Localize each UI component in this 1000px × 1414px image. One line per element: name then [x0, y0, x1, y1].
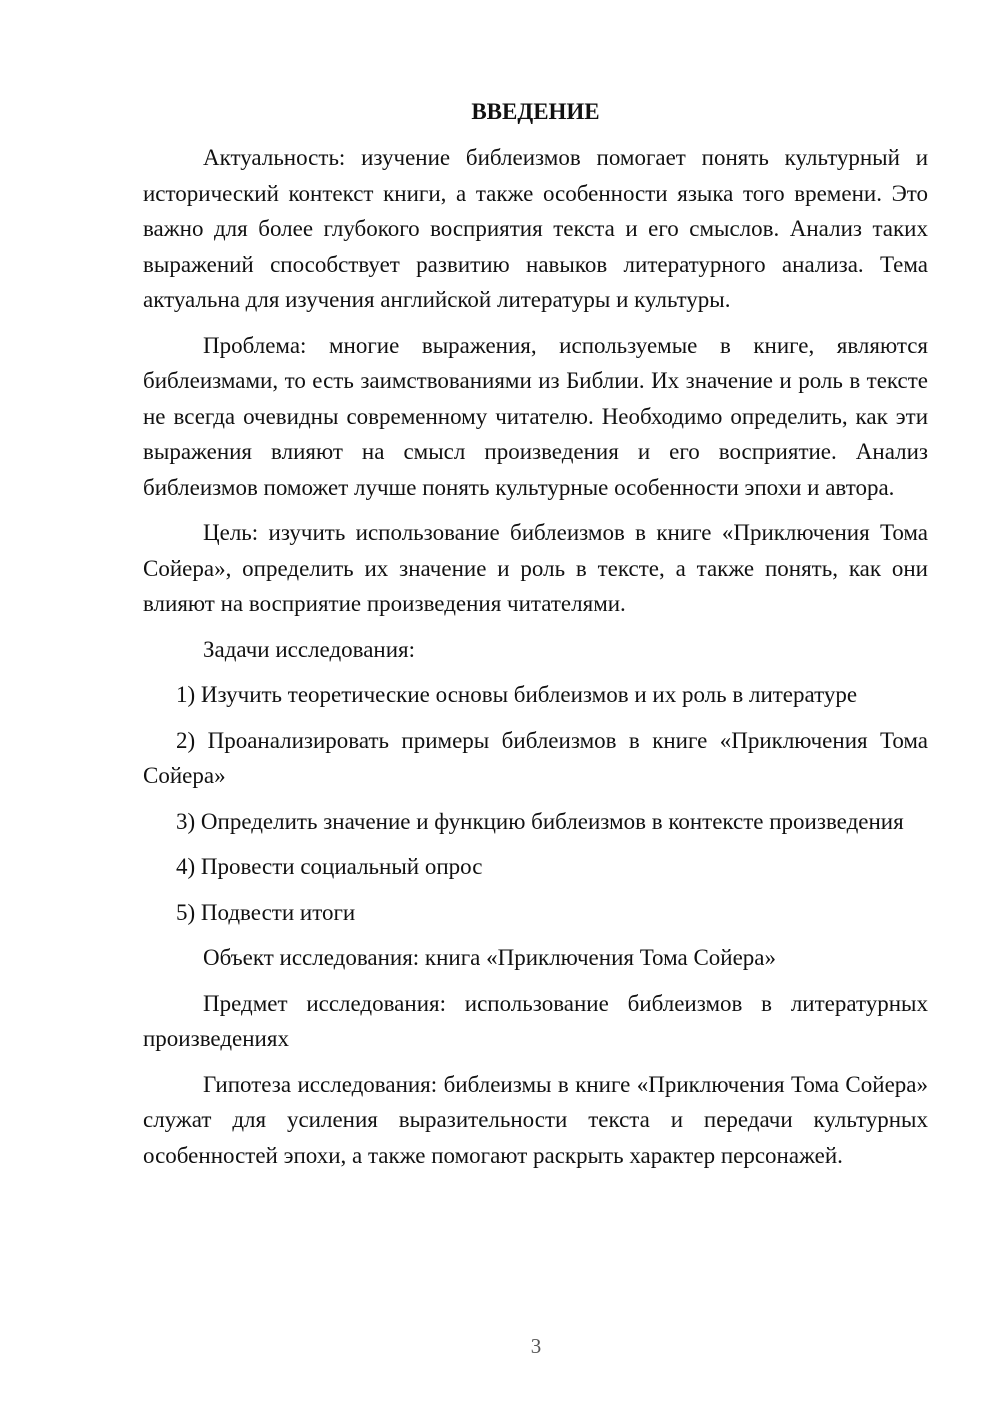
goal-paragraph: Цель: изучить использование библеизмов в книге «Приключения Тома Сойера», определить их значение и роль в тексте, а также понять, как они влияют на восприятие произведения читателями.: [143, 520, 928, 616]
task-item-2: 2) Проанализировать примеры библеизмов в книге «Приключения Тома Сойера»: [143, 727, 928, 788]
research-subject-paragraph: Предмет исследования: использование библеизмов в литературных произведениях: [143, 990, 928, 1051]
task-item-5: 5) Подвести итоги: [176, 899, 356, 925]
relevance-paragraph: Актуальность: изучение библеизмов помогает понять культурный и исторический контекст книги, а также особенности языка того времени. Это важно для более глубокого восприятия текста и его смыслов. Анализ таких выражений способствует развитию навыков литературного анализа. Тема актуальна для изучения английской литературы и культуры.: [143, 145, 928, 312]
research-object-paragraph: Объект исследования: книга «Приключения Тома Сойера»: [203, 945, 777, 970]
problem-paragraph: Проблема: многие выражения, используемые в книге, являются библеизмами, то есть заимствованиями из Библии. Их значение и роль в тексте не всегда очевидны современному читателю. Необходимо определить, как эти выражения влияют на смысл произведения и его восприятие. Анализ библеизмов поможет лучше понять культурные особенности эпохи и автора.: [143, 332, 928, 500]
task-item-4: 4) Провести социальный опрос: [176, 854, 483, 879]
page-body: [143, 94, 928, 1183]
task-item-3: 3) Определить значение и функцию библеизмов в контексте произведения: [176, 808, 904, 834]
section-title: ВВЕДЕНИЕ: [471, 99, 600, 124]
hypothesis-paragraph: Гипотеза исследования: библеизмы в книге «Приключения Тома Сойера» служат для усиления выразительности текста и передачи культурных особенностей эпохи, а также помогают раскрыть характер персонажей.: [143, 1071, 928, 1168]
tasks-heading: Задачи исследования:: [203, 636, 416, 662]
task-item-1: 1) Изучить теоретические основы библеизмов и их роль в литературе: [176, 682, 858, 707]
page-number: 3: [530, 1334, 542, 1358]
